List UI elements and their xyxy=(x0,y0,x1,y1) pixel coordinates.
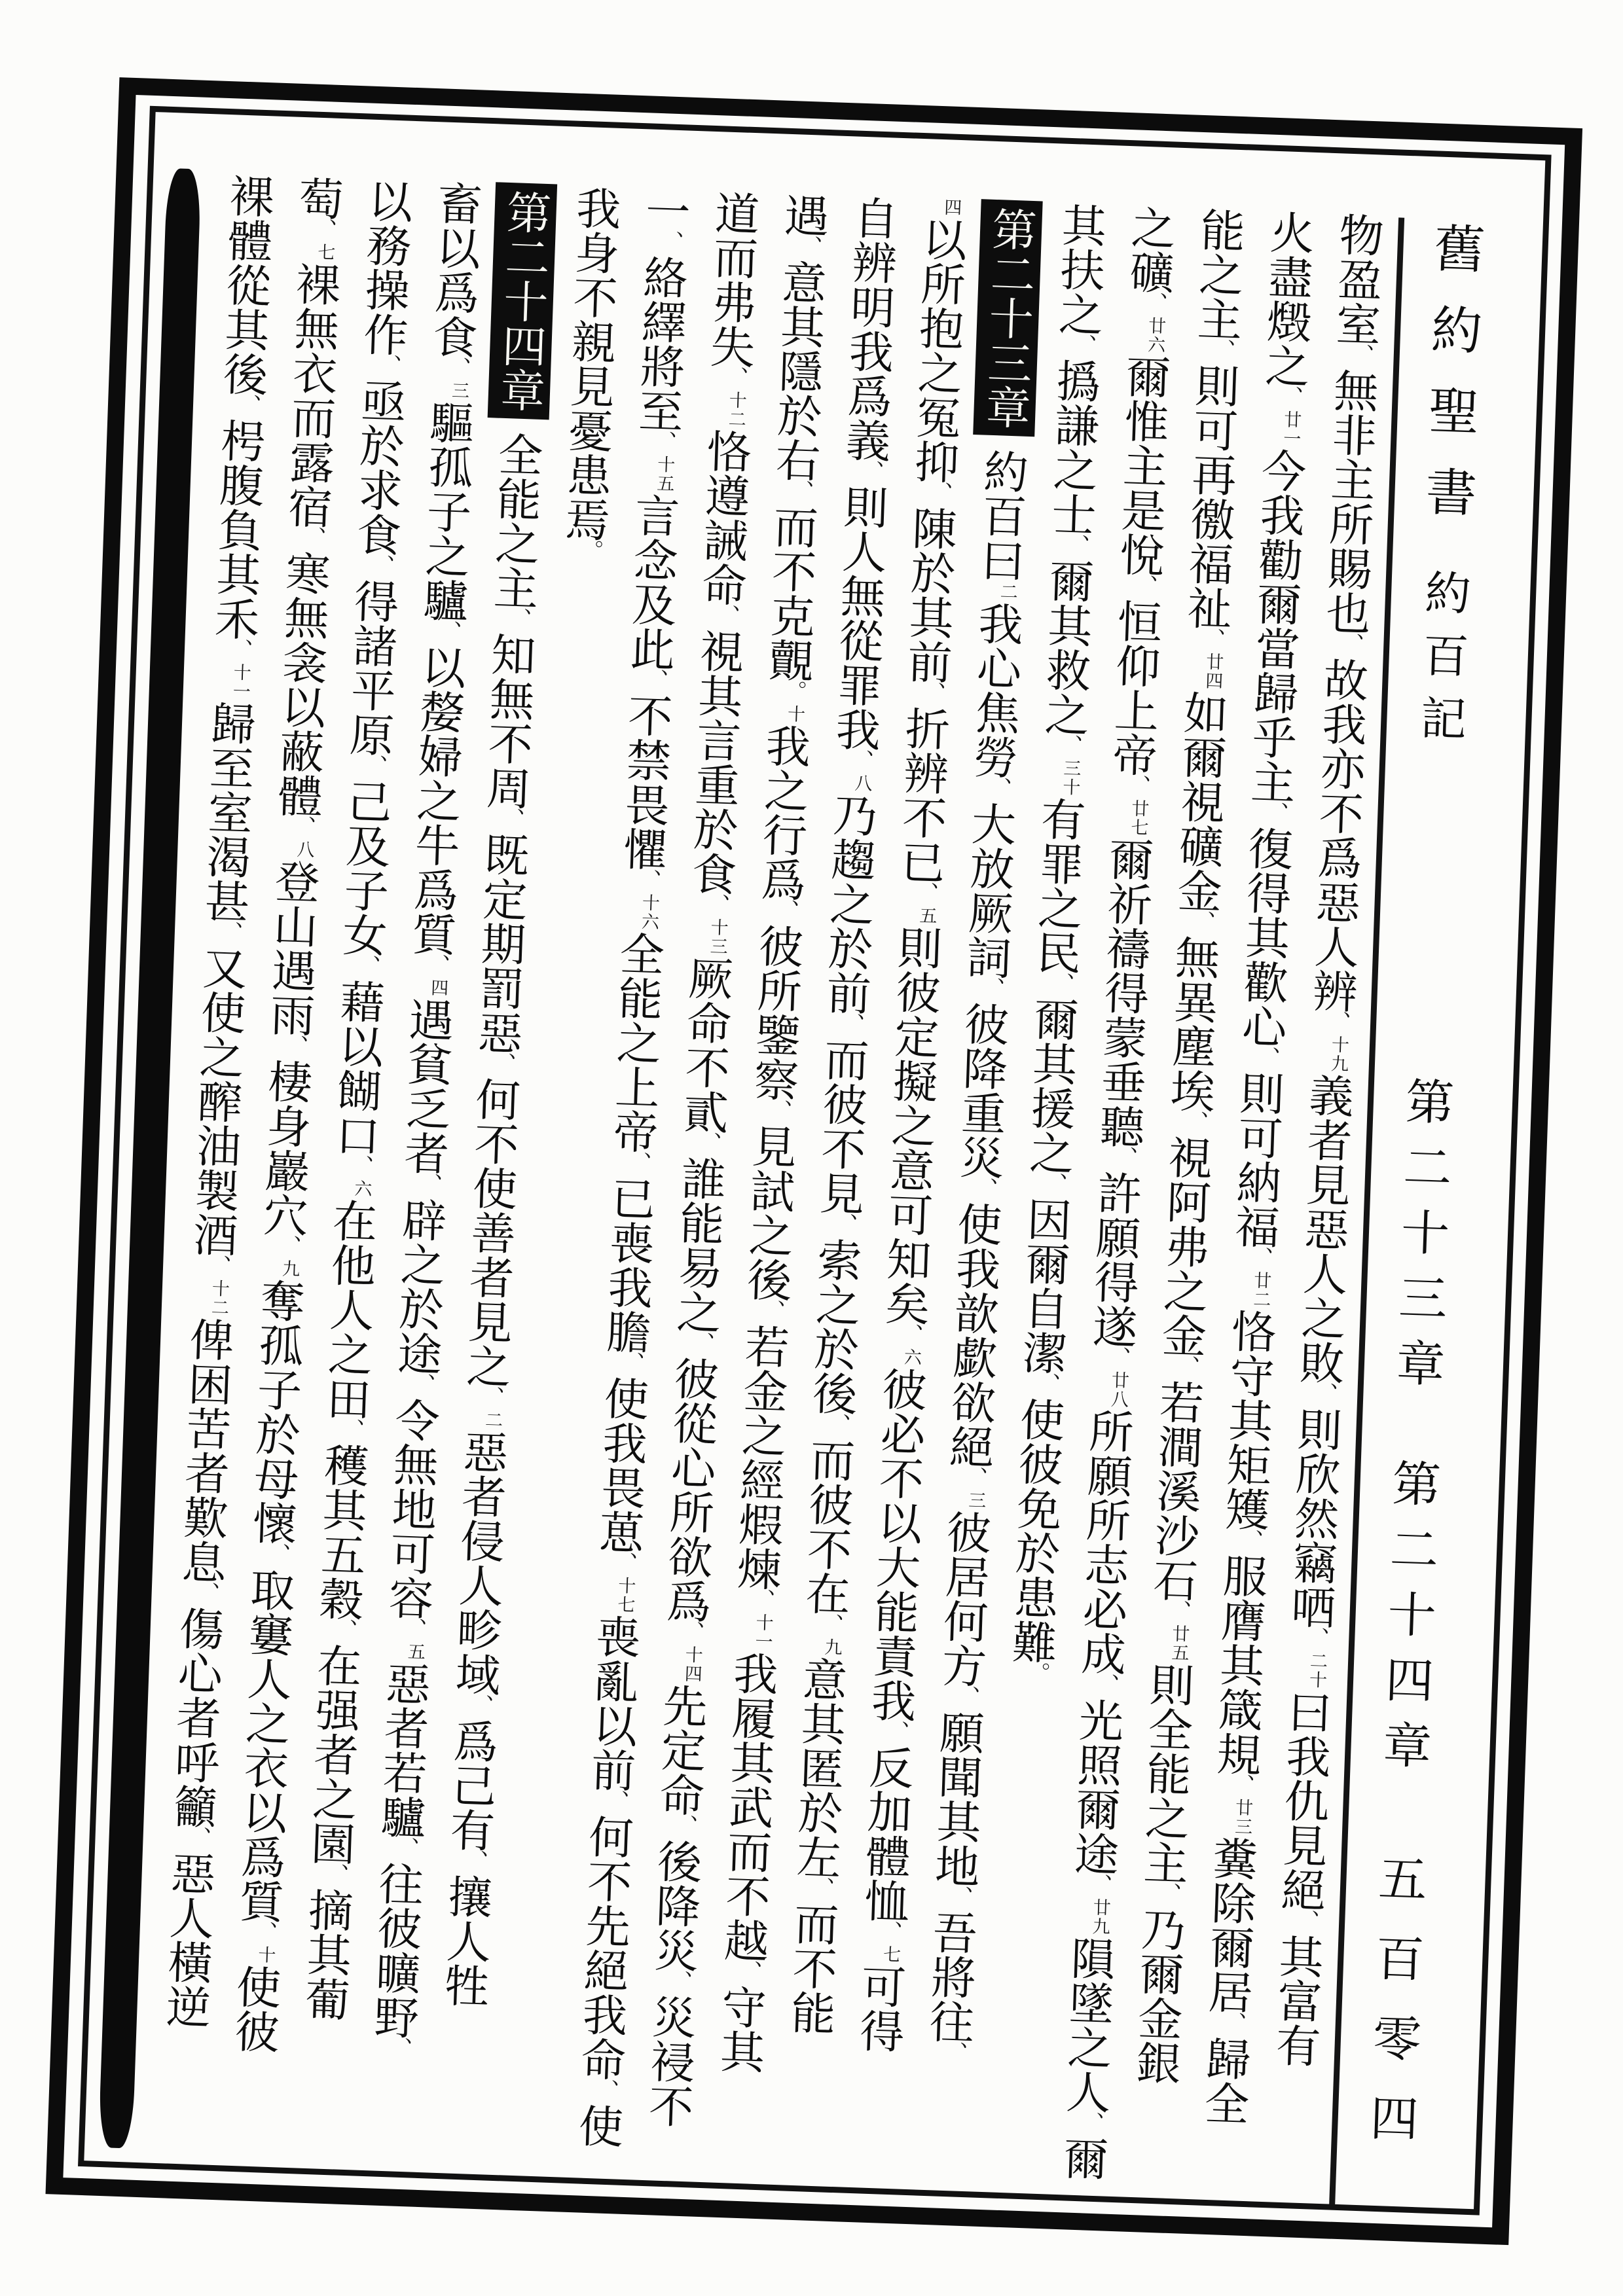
punctuation-mark: 、 xyxy=(1141,291,1167,315)
punctuation-mark: 、 xyxy=(490,1051,515,1075)
verse-number: 七 xyxy=(880,1945,901,1965)
punctuation-mark: 、 xyxy=(354,954,380,977)
punctuation-mark: 、 xyxy=(678,1620,704,1643)
punctuation-mark: 、 xyxy=(1262,800,1288,825)
punctuation-mark: 、 xyxy=(348,1154,373,1177)
verse-number: 五 xyxy=(916,906,937,926)
punctuation-mark: 、 xyxy=(251,1920,277,1944)
punctuation-mark: 、 xyxy=(788,479,813,503)
punctuation-mark: 、 xyxy=(1254,1045,1279,1069)
punctuation-mark: 、 xyxy=(227,637,252,661)
punctuation-mark: 、 xyxy=(361,753,387,777)
punctuation-mark: 、 xyxy=(858,459,883,483)
verse-number: 九 xyxy=(821,1638,842,1658)
punctuation-mark: 、 xyxy=(1324,1010,1350,1033)
punctuation-mark: 、 xyxy=(235,393,261,416)
verse-number: 十三 xyxy=(707,918,729,957)
punctuation-mark: 、 xyxy=(722,365,748,389)
punctuation-mark: 、 xyxy=(947,1884,972,1909)
punctuation-mark: 、 xyxy=(1131,573,1157,597)
punctuation-mark: 、 xyxy=(264,1542,290,1566)
punctuation-mark: 、 xyxy=(688,1331,714,1354)
punctuation-mark: 、 xyxy=(759,1299,784,1322)
verse-number: 廿九 xyxy=(1089,1897,1111,1937)
punctuation-mark: 、 xyxy=(941,2040,967,2064)
punctuation-mark: 、 xyxy=(985,776,1011,800)
punctuation-mark: 、 xyxy=(1070,333,1096,357)
punctuation-mark: 、 xyxy=(919,681,945,704)
punctuation-mark: 、 xyxy=(445,355,470,380)
punctuation-mark: 、 xyxy=(808,1876,834,1899)
punctuation-mark: 、 xyxy=(672,1814,697,1837)
punctuation-mark: 、 xyxy=(290,814,316,838)
punctuation-mark: 、 xyxy=(749,1588,775,1611)
punctuation-mark: 、 xyxy=(369,553,394,577)
verse-number: 十九 xyxy=(1328,1035,1349,1074)
text-column: 第二十四章全能之主、知無不周、既定期罰惡、何不使善者見之、二惡者侵人畛域、爲己有、攘人牲 xyxy=(422,182,562,2182)
punctuation-mark: 、 xyxy=(393,1836,418,1859)
punctuation-mark: 、 xyxy=(217,920,242,944)
verse-number: 十五 xyxy=(653,455,675,494)
text-column: 畜以爲食、三驅孤子之驢、以嫠婦之牛爲質、四遇貧乏者、辟之於途、令無地可容、五惡者若驢、往彼曠野、 xyxy=(367,179,483,2060)
text-column: 萄、七裸無衣而露宿、寒無衾以蔽體、八登山遇雨、棲身巖穴、九奪孤子於母懷、取窶人之衣以爲質、十使彼 xyxy=(228,175,344,2054)
punctuation-mark: 、 xyxy=(1048,971,1074,995)
verse-number: 十七 xyxy=(614,1575,636,1615)
punctuation-mark: 、 xyxy=(650,429,676,454)
text-column: 能之主、則可再徼福祉、廿四如爾視礦金、無異塵埃、視阿弗之金、若澗溪沙石、廿五則全能之主、乃爾金銀 xyxy=(1129,206,1245,2086)
punctuation-mark: 、 xyxy=(714,603,739,627)
punctuation-mark: 、 xyxy=(401,1617,426,1640)
punctuation-mark: 、 xyxy=(1165,1599,1191,1623)
punctuation-mark: 、 xyxy=(657,229,683,253)
verse-number: 廿五 xyxy=(1168,1624,1190,1663)
punctuation-mark: 、 xyxy=(695,1130,721,1155)
verse-number: 十 xyxy=(784,704,805,725)
punctuation-mark: 、 xyxy=(839,1012,864,1035)
verse-number: 十 xyxy=(255,1945,276,1965)
punctuation-mark: 、 xyxy=(1093,1672,1119,1696)
punctuation-mark: 、 xyxy=(1277,385,1303,408)
verse-number: 四 xyxy=(941,198,962,218)
verse-number: 三 xyxy=(448,380,469,401)
punctuation-mark: 、 xyxy=(1348,342,1374,367)
punctuation-mark: 、 xyxy=(625,1151,651,1174)
punctuation-mark: 、 xyxy=(611,1551,637,1575)
punctuation-mark: 、 xyxy=(323,1862,348,1886)
verse-number: 廿三 xyxy=(1231,1798,1253,1837)
punctuation-mark: 、 xyxy=(603,1789,629,1812)
verse-number: 廿八 xyxy=(1108,1371,1129,1410)
punctuation-mark: 、 xyxy=(424,953,450,977)
text-column: 我身不親見憂患焉。 xyxy=(558,185,621,562)
punctuation-mark: 、 xyxy=(1209,338,1235,361)
chapter-heading: 第二十四章 xyxy=(488,182,558,420)
verse-number: 十六 xyxy=(638,893,660,932)
punctuation-mark: 、 xyxy=(185,1825,211,1849)
punctuation-mark: 、 xyxy=(883,1719,909,1743)
punctuation-mark: 、 xyxy=(704,893,729,916)
punctuation-mark: 、 xyxy=(1311,1381,1337,1405)
punctuation-mark: 、 xyxy=(876,1920,902,1943)
punctuation-mark: 、 xyxy=(338,1418,364,1441)
punctuation-mark: 、 xyxy=(194,1581,219,1604)
punctuation-mark: 、 xyxy=(1247,1246,1273,1269)
punctuation-mark: 、 xyxy=(618,1350,644,1374)
verse-number: 廿二 xyxy=(1250,1270,1271,1310)
punctuation-mark: 、 xyxy=(1104,1345,1130,1369)
text-column: 道而弗失、十二恪遵誡命、視其言重於食、十三厥命不貳、誰能易之、彼從心所欲爲、十四先定命、後降災、災祲不 xyxy=(642,189,759,2129)
punctuation-mark: 、 xyxy=(1086,1873,1112,1896)
text-column: 裸體從其後、枵腹負其禾、十一歸至室渴甚、又使之醡油製酒、十二俾困苦者歎息、傷心者呼籲、惡人橫逆 xyxy=(159,172,274,2030)
punctuation-mark: 、 xyxy=(962,1465,987,1489)
verse-number: 廿四 xyxy=(1202,652,1224,691)
verse-number: 五 xyxy=(405,1641,426,1662)
text-column: 自辨明我爲義、則人無從罪我、八乃趨之於前、而彼不見、索之於後、而彼不在、九意其匿於左、而不能 xyxy=(784,194,898,2036)
punctuation-mark: 、 xyxy=(467,1693,493,1717)
punctuation-mark: 、 xyxy=(1125,774,1150,797)
punctuation-mark: 、 xyxy=(498,807,524,831)
punctuation-mark: 、 xyxy=(435,619,461,643)
verse-number: 廿一 xyxy=(1280,410,1302,449)
punctuation-mark: 、 xyxy=(642,668,668,691)
punctuation-mark: 。 xyxy=(780,679,806,703)
section-title: 約百記 xyxy=(1412,567,1470,759)
punctuation-mark: 、 xyxy=(1112,1145,1137,1169)
punctuation-mark: 、 xyxy=(796,234,822,258)
punctuation-mark: 、 xyxy=(275,1234,301,1257)
punctuation-mark: 、 xyxy=(409,1372,435,1396)
punctuation-mark: 、 xyxy=(818,1612,843,1636)
verse-number: 十二 xyxy=(725,390,747,429)
text-column: 以務操作、亟於求食、得諸平原、己及子女、藉以餬口、六在他人之田、穫其五穀、在强者之園、摘其葡 xyxy=(299,177,413,2022)
verse-number: 十一 xyxy=(230,662,251,702)
verse-number: 三十 xyxy=(1059,758,1081,797)
punctuation-mark: 、 xyxy=(1063,533,1089,557)
page-number: 五百零四 xyxy=(1360,1852,1426,2174)
text-column: 物盈室、無非主所賜也、故我亦不爲惡人辨、十九義者見惡人之敗、則欣然竊哂、二十曰我仇見絕、其富有 xyxy=(1269,211,1384,2068)
book-title: 舊約聖書 xyxy=(1416,221,1485,548)
punctuation-mark: 、 xyxy=(824,1412,850,1436)
punctuation-mark: 、 xyxy=(310,217,337,241)
punctuation-mark: 、 xyxy=(1338,632,1363,655)
verse-number: 二 xyxy=(997,582,1018,602)
punctuation-mark: 、 xyxy=(205,1253,230,1278)
punctuation-mark: 、 xyxy=(505,607,531,630)
verse-number: 二十 xyxy=(1306,1651,1328,1690)
punctuation-mark: 。 xyxy=(577,539,603,562)
punctuation-mark: 、 xyxy=(635,868,661,891)
text-column: 其扶之、撝謙之士、爾其救之、三十有罪之民、爾其援之、因爾自潔、使彼免於患難。 xyxy=(1005,202,1106,1685)
text-column: 一、絡繹將至、十五言念及此、不禁畏懼、十六全能之上帝、已喪我膽、使我畏葸、十七喪亂以前、何不先絕我命、使 xyxy=(572,187,691,2149)
text-column: 火盡燬之、廿一今我勸爾當歸乎主、復得其歡心、則可納福、廿二恪守其矩矱、服膺其箴規、廿三糞除爾居、歸全 xyxy=(1197,209,1315,2126)
punctuation-mark: 、 xyxy=(848,748,873,772)
chapter-reference-2: 第二十四章 xyxy=(1374,1457,1440,1787)
punctuation-mark: 、 xyxy=(773,898,799,922)
punctuation-mark: 、 xyxy=(1228,1772,1254,1797)
verse-number: 九 xyxy=(279,1259,300,1279)
punctuation-mark: 、 xyxy=(1199,627,1225,651)
punctuation-mark: 、 xyxy=(1182,1109,1208,1134)
punctuation-mark: 、 xyxy=(897,1322,922,1346)
text-column: 之礦、廿六爾惟主是悅、恒仰上帝、廿七爾祈禱得蒙垂聽、許願得遂、廿八所願所志必成、光照爾途、廿九隕墜之人、爾 xyxy=(1057,204,1176,2181)
punctuation-mark: 、 xyxy=(1174,1354,1199,1378)
verse-number: 十一 xyxy=(752,1613,774,1652)
punctuation-mark: 、 xyxy=(1220,2011,1246,2034)
verse-number: 七 xyxy=(314,242,335,262)
punctuation-mark: 、 xyxy=(972,1176,997,1200)
punctuation-mark: 、 xyxy=(736,1959,761,1983)
punctuation-mark: 、 xyxy=(1156,1882,1181,1905)
punctuation-mark: 、 xyxy=(954,1685,979,1708)
verse-number: 八 xyxy=(293,840,314,860)
punctuation-mark: 、 xyxy=(979,976,1004,1000)
punctuation-mark: 、 xyxy=(926,480,952,504)
punctuation-mark: 、 xyxy=(1078,2111,1103,2134)
verse-number: 二 xyxy=(482,1410,503,1430)
text-columns xyxy=(143,172,1393,2211)
chapter-heading: 第二十三章 xyxy=(973,199,1043,437)
punctuation-mark: 。 xyxy=(1024,1660,1049,1685)
punctuation-mark: 、 xyxy=(478,1385,504,1408)
punctuation-mark: 、 xyxy=(1237,1528,1263,1552)
verse-number: 四 xyxy=(428,978,448,998)
verse-number: 八 xyxy=(851,773,872,793)
punctuation-mark: 、 xyxy=(593,2078,619,2102)
punctuation-mark: 、 xyxy=(766,1098,792,1122)
punctuation-mark: 、 xyxy=(1057,733,1082,757)
punctuation-mark: 、 xyxy=(386,2036,412,2060)
punctuation-mark: 、 xyxy=(282,1033,308,1058)
punctuation-mark: 、 xyxy=(1303,1626,1328,1649)
punctuation-mark: 、 xyxy=(300,526,325,549)
punctuation-mark: 、 xyxy=(462,1849,488,1873)
punctuation-mark: 、 xyxy=(666,1969,692,1993)
text-column: 四以所抱之冤抑、陳於其前、折辨不已、五則彼定擬之意可知矣、六彼必不以大能責我、反加體恤、七可得 xyxy=(852,198,967,2054)
punctuation-mark: 、 xyxy=(1293,1909,1319,1932)
verse-number: 六 xyxy=(901,1347,922,1368)
punctuation-mark: 、 xyxy=(331,1617,357,1641)
chapter-reference-1: 第二十三章 xyxy=(1387,1075,1453,1405)
punctuation-mark: 、 xyxy=(416,1172,442,1196)
punctuation-mark: 、 xyxy=(1041,1172,1067,1195)
verse-number: 十二 xyxy=(208,1279,230,1318)
verse-number: 廿六 xyxy=(1144,316,1166,355)
verse-number: 六 xyxy=(351,1179,372,1199)
punctuation-mark: 、 xyxy=(375,353,401,377)
text-column: 第二十三章約百曰二我心焦勞、大放厥詞、彼降重災、使我歆歔欲絕、三彼居何方、願聞其地、吾將往、 xyxy=(907,199,1047,2199)
text-column: 遇、意其隱於右、而不克覿。十我之行爲、彼所鑒察、見試之後、若金之經煆煉、十一我履其武而不越、守其 xyxy=(713,192,829,2075)
verse-number: 廿七 xyxy=(1127,798,1149,838)
verse-number: 十四 xyxy=(682,1645,703,1684)
punctuation-mark: 、 xyxy=(1189,909,1215,933)
punctuation-mark: 、 xyxy=(913,881,938,905)
punctuation-mark: 、 xyxy=(831,1212,857,1236)
verse-number: 三 xyxy=(965,1490,986,1511)
punctuation-mark: 、 xyxy=(1034,1372,1060,1395)
